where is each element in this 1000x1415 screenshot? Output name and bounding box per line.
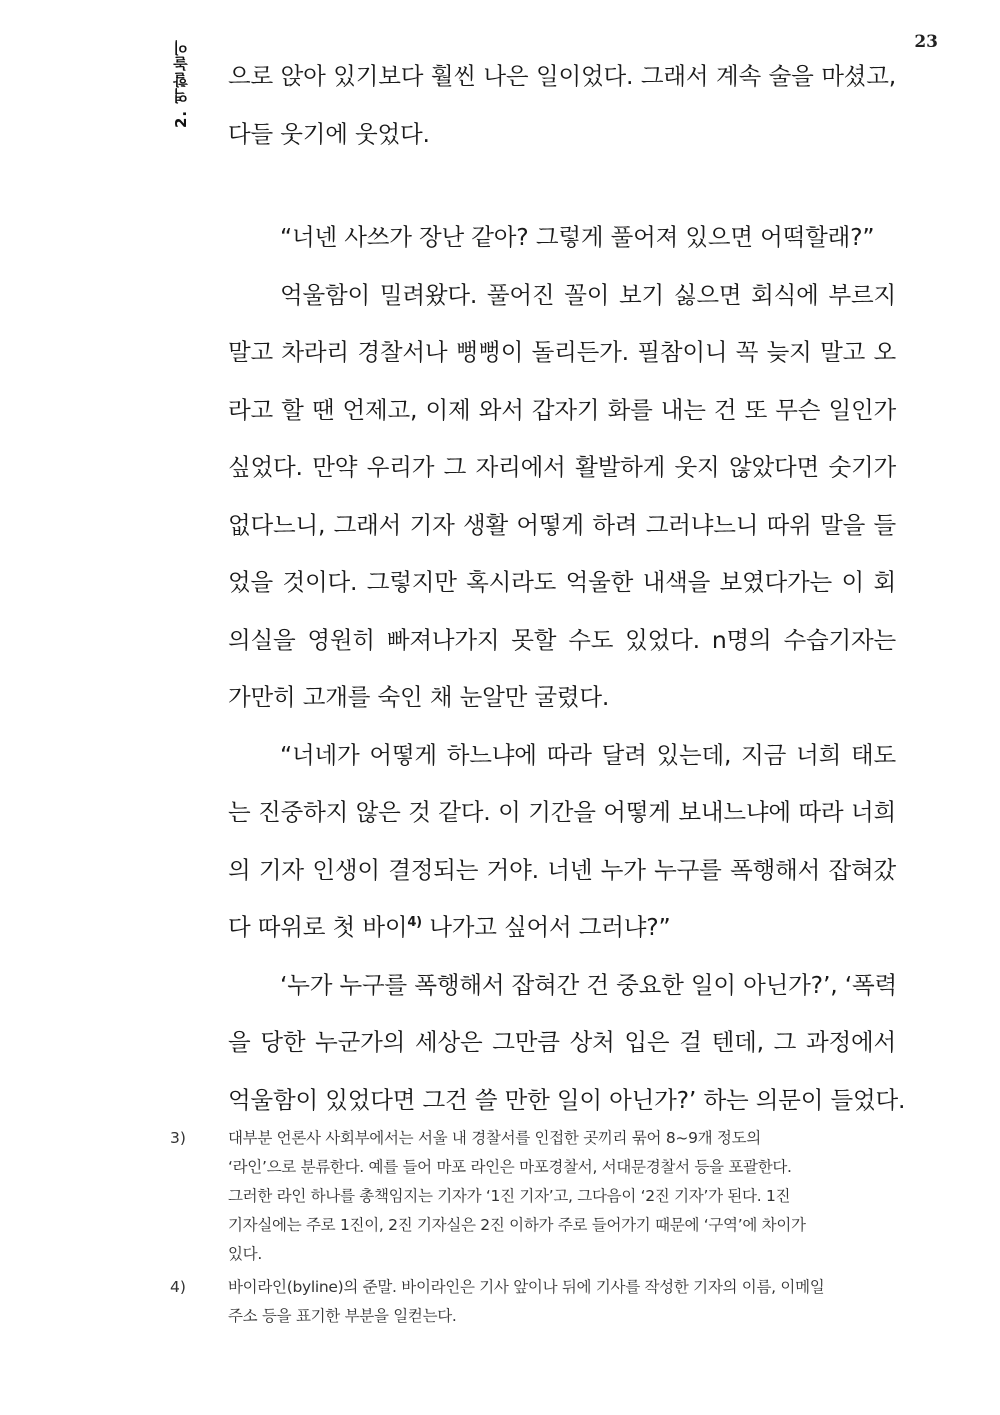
footnote-text [228, 1273, 900, 1331]
text-line: 으로 앉아 있기보다 훨씬 나은 일이었다. 그래서 계속 술을 마셨고, [228, 62, 896, 90]
text-line: 의실을 영원히 빠져나가지 못할 수도 있었다. n명의 수습기자는 [228, 625, 896, 654]
section-break [228, 163, 896, 209]
footnote-line: 있다. [228, 1245, 262, 1263]
text-line: 말고 차라리 경찰서나 뻥뻥이 돌리든가. 필참이니 꼭 늦지 말고 오 [228, 338, 896, 366]
footnote-line: 기자실에는 주로 1진이, 2진 기자실은 2진 이하가 주로 들어가기 때문에 ‘구역’에 차이가 [228, 1216, 806, 1234]
text-line [228, 899, 896, 957]
footnote-text [228, 1124, 900, 1269]
text-line: 라고 할 땐 언제고, 이제 와서 갑자기 화를 내는 건 또 무슨 일인가 [228, 395, 896, 424]
page-number: 23 [914, 32, 938, 52]
text-fragment: 나가고 싶어서 그러냐?” [421, 913, 671, 941]
text-line: 가만히 고개를 숙인 채 눈알만 굴렸다. [228, 683, 610, 711]
footnote-number: 3) [170, 1129, 186, 1147]
text-line: 의 기자 인생이 결정되는 거야. 너넨 누가 누구를 폭행해서 잡혀갔 [228, 855, 896, 884]
footnotes [170, 1124, 900, 1335]
text-line: 는 진중하지 않은 것 같다. 이 기간을 어떻게 보내느냐에 따라 너희 [228, 798, 896, 826]
footnote [170, 1273, 900, 1331]
text-line: “너네가 어떻게 하느냐에 따라 달려 있는데, 지금 너희 태도 [280, 740, 896, 769]
text-line: 을 당한 누군가의 세상은 그만큼 상처 입은 걸 텐데, 그 과정에서 [228, 1028, 896, 1056]
footnote-ref: 4) [407, 915, 422, 930]
body-text [228, 48, 906, 1129]
footnote-line: 대부분 언론사 사회부에서는 서울 내 경찰서를 인접한 곳끼리 묶어 8~9개 정도의 [228, 1129, 761, 1147]
footnote-line: 그러한 라인 하나를 총책임지는 기자가 ‘1진 기자’고, 그다음이 ‘2진 기자’가 된다. 1진 [228, 1187, 791, 1205]
text-line: 없다느니, 그래서 기자 생활 어떻게 하려 그러냐느니 따위 말을 들 [228, 510, 896, 539]
text-line: 억울함이 있었다면 그건 쓸 만한 일이 아닌가?’ 하는 의문이 들었다. [228, 1085, 906, 1114]
footnote [170, 1124, 900, 1269]
text-line: “너넨 사쓰가 장난 같아? 그렇게 풀어져 있으면 어떡할래?” [280, 223, 875, 251]
text-fragment: 다 따위로 첫 바이 [228, 913, 408, 941]
footnote-line: 바이라인(byline)의 준말. 바이라인은 기사 앞이나 뒤에 기사를 작성한 기자의 이름, 이메일 [228, 1278, 825, 1296]
text-line: 었을 것이다. 그렇지만 혹시라도 억울한 내색을 보였다가는 이 회 [228, 568, 896, 596]
footnote-line: 주소 등을 표기한 부분을 일컫는다. [228, 1307, 457, 1325]
text-line: 억울함이 밀려왔다. 풀어진 꼴이 보기 싫으면 회식에 부르지 [280, 280, 896, 309]
running-head: 2. 역할놀이 [172, 40, 190, 129]
footnote-line: ‘라인’으로 분류한다. 예를 들어 마포 라인은 마포경찰서, 서대문경찰서 등을 포괄한다. [228, 1158, 792, 1176]
text-line: 다들 웃기에 웃었다. [228, 119, 430, 148]
text-line: 싶었다. 만약 우리가 그 자리에서 활발하게 웃지 않았다면 숫기가 [228, 453, 896, 481]
footnote-number: 4) [170, 1278, 186, 1296]
text-line: ‘누가 누구를 폭행해서 잡혀간 건 중요한 일이 아닌가?’, ‘폭력 [280, 970, 898, 999]
